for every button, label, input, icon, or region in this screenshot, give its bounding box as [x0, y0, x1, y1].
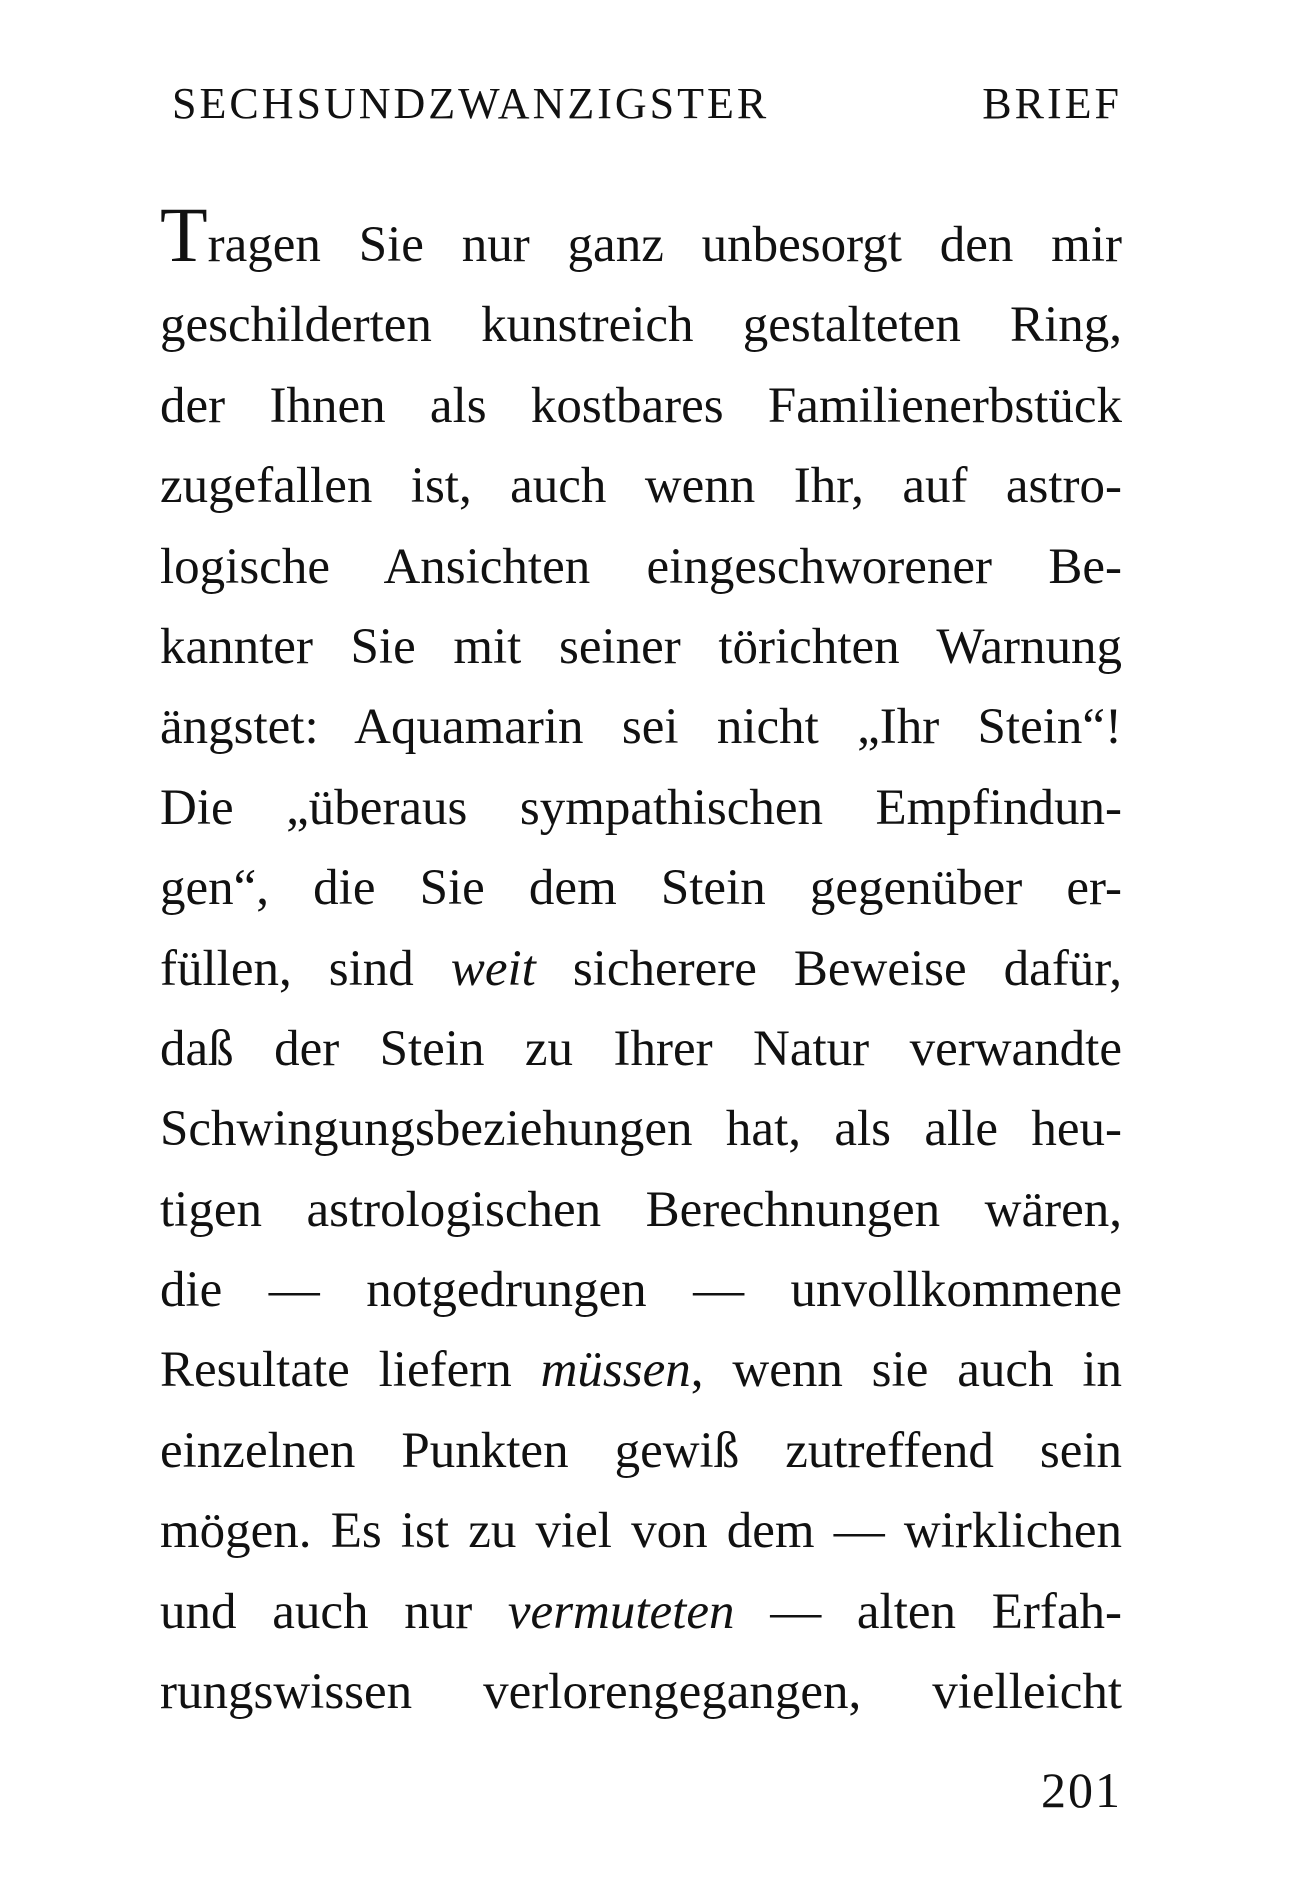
- text-line: kannter Sie mit seiner törichten Warnung: [160, 618, 1122, 675]
- text-line: daß der Stein zu Ihrer Natur verwandte: [160, 1020, 1122, 1077]
- text-line: gen“, die Sie dem Stein gegenüber er-: [160, 860, 1122, 917]
- text-line: [160, 1572, 1122, 1652]
- text-line: [160, 1330, 1122, 1410]
- text-line: Die „überaus sympathischen Empfindun-: [160, 779, 1122, 836]
- text-line: die — notgedrungen — unvollkommene: [160, 1262, 1122, 1319]
- text-line: geschilderten kunstreich gestalteten Ring,: [160, 297, 1122, 354]
- page-number: 201: [1041, 1762, 1122, 1818]
- text-segment: Resultate liefern: [160, 1342, 541, 1399]
- text-line: zugefallen ist, auch wenn Ihr, auf astro-: [160, 458, 1122, 515]
- text-line: [160, 929, 1122, 1009]
- chapter-heading: SECHSUNDZWANZIGSTER BRIEF: [172, 79, 1122, 128]
- text-line: tigen astrologischen Berechnungen wären,: [160, 1181, 1122, 1238]
- text-line: [160, 191, 1122, 285]
- body-text: [160, 191, 1122, 1732]
- text-line: rungswissen verlorengegangen, vielleicht: [160, 1664, 1122, 1721]
- text-segment: , wenn sie auch in: [690, 1342, 1122, 1399]
- text-segment: sicherere Beweise dafür,: [535, 940, 1122, 997]
- text-line: der Ihnen als kostbares Familienerbstück: [160, 377, 1122, 434]
- text-segment: und auch nur: [160, 1583, 508, 1640]
- drop-cap: T: [160, 191, 208, 278]
- emphasis-text: müssen: [540, 1342, 691, 1399]
- text-line: mögen. Es ist zu viel von dem — wirklichen: [160, 1503, 1122, 1560]
- text-line: ängstet: Aquamarin sei nicht „Ihr Stein“!: [160, 699, 1122, 756]
- text-segment: ragen Sie nur ganz unbesorgt den mir: [207, 217, 1122, 273]
- text-line: Schwingungsbeziehungen hat, als alle heu-: [160, 1101, 1122, 1158]
- text-segment: füllen, sind: [160, 940, 451, 997]
- emphasis-text: weit: [450, 940, 536, 997]
- emphasis-text: vermuteten: [507, 1583, 735, 1640]
- text-line: einzelnen Punkten gewiß zutreffend sein: [160, 1422, 1122, 1479]
- text-line: logische Ansichten eingeschworener Be-: [160, 538, 1122, 595]
- text-segment: — alten Erfah-: [734, 1583, 1122, 1640]
